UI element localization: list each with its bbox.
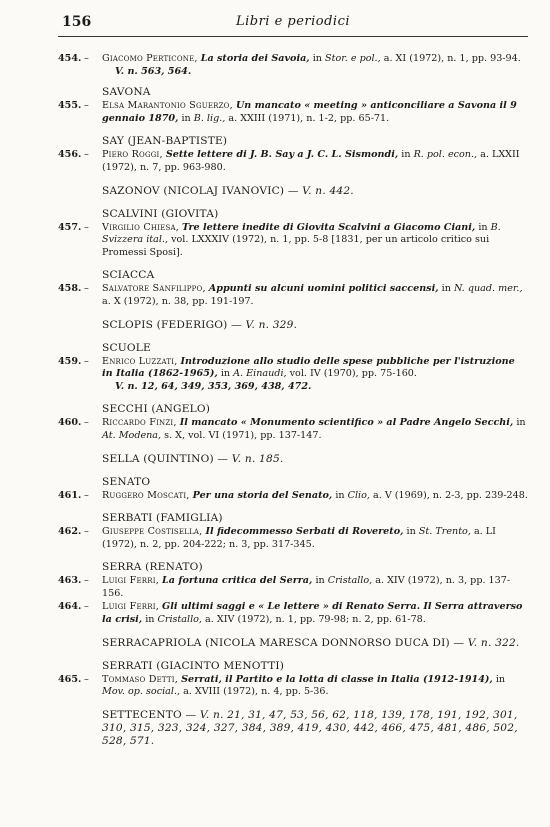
entry-dash: – bbox=[84, 355, 89, 367]
cross-reference: — V. n. 442. bbox=[287, 184, 354, 197]
entry-details: vol. IV (1970), pp. 75-160. bbox=[289, 368, 417, 380]
entry-dash: – bbox=[84, 673, 89, 685]
entry-number: 463. bbox=[58, 575, 82, 587]
section-heading bbox=[102, 403, 528, 416]
entry-details: a. LI (1972), n. 2, pp. 204-222; n. 3, pp. 317-345. bbox=[102, 526, 496, 550]
cross-reference: — V. n. 185. bbox=[217, 452, 284, 465]
entry-body bbox=[102, 417, 528, 442]
cross-reference: — V. n. 329. bbox=[231, 318, 298, 331]
entry-number: 460. bbox=[58, 417, 82, 429]
entry-journal: Clio, bbox=[347, 489, 370, 501]
entry-number: 464. bbox=[58, 601, 82, 613]
entry-cross-reference: V. n. 563, 564. bbox=[115, 65, 192, 77]
heading-text: SERRATI (GIACINTO MENOTTI) bbox=[102, 659, 285, 672]
heading-text: SAY (JEAN-BAPTISTE) bbox=[102, 135, 228, 148]
bibliography-entry bbox=[58, 601, 528, 626]
entry-body bbox=[102, 53, 528, 66]
section-heading bbox=[102, 208, 528, 221]
entry-body bbox=[102, 283, 528, 308]
entry-in: in bbox=[181, 112, 191, 124]
entry-number: 461. bbox=[58, 489, 82, 501]
entry-title: Il fidecommesso Serbati di Rovereto, bbox=[205, 526, 404, 538]
entry-title: Sette lettere di J. B. Say a J. C. L. Sismondi, bbox=[165, 149, 399, 161]
heading-text: SECCHI (ANGELO) bbox=[102, 403, 211, 416]
entry-in: in bbox=[516, 417, 526, 429]
section-heading bbox=[102, 709, 528, 748]
entry-body bbox=[102, 575, 528, 600]
entry-author: Salvatore Sanfilippo, bbox=[102, 283, 206, 295]
heading-text: SCLOPIS (FEDERIGO) bbox=[102, 318, 228, 331]
section-heading bbox=[102, 185, 528, 198]
section-heading bbox=[102, 453, 528, 466]
entry-body bbox=[102, 601, 528, 626]
entry-author: Tommaso Detti, bbox=[102, 673, 178, 685]
entry-number: 457. bbox=[58, 221, 82, 233]
entry-in: in bbox=[145, 614, 155, 626]
section-heading bbox=[102, 512, 528, 525]
section-heading bbox=[102, 476, 528, 489]
entry-author: Giuseppe Costisella, bbox=[102, 526, 203, 538]
entry-dash: – bbox=[84, 100, 89, 112]
entry-body bbox=[102, 100, 528, 125]
heading-text: SCIACCA bbox=[102, 269, 155, 282]
entry-number: 465. bbox=[58, 673, 82, 685]
entry-details: a. XXIII (1971), n. 1-2, pp. 65-71. bbox=[228, 112, 390, 124]
bibliography-entry bbox=[58, 149, 528, 174]
page-header bbox=[58, 14, 528, 37]
entry-title: Un mancato « meeting » anticonciliare a Savona il 9 gennaio 1870, bbox=[102, 100, 517, 124]
bibliography-entry bbox=[58, 100, 528, 125]
entry-author: Piero Roggi, bbox=[102, 149, 163, 161]
entry-in: in bbox=[220, 368, 231, 380]
section-heading bbox=[102, 319, 528, 332]
entry-journal: A. Einaudi, bbox=[233, 368, 287, 380]
entry-journal: Mov. op. social., bbox=[102, 686, 181, 698]
entry-cross-reference: V. n. 12, 64, 349, 353, 369, 438, 472. bbox=[115, 380, 312, 392]
entry-in: in bbox=[315, 575, 325, 587]
entry-title: Il mancato « Monumento scientifico » al Padre Angelo Secchi, bbox=[179, 417, 514, 429]
entry-title: Gli ultimi saggi e « Le lettere » di Renato Serra. Il Serra attraverso la crisi, bbox=[102, 601, 523, 626]
entry-number: 458. bbox=[58, 283, 82, 295]
entry-title: Appunti su alcuni uomini politici saccensi, bbox=[208, 283, 439, 295]
bibliography-entry bbox=[58, 490, 528, 503]
heading-text: SCALVINI (GIOVITA) bbox=[102, 207, 219, 220]
entry-dash: – bbox=[84, 575, 89, 587]
entry-number: 459. bbox=[58, 355, 82, 367]
entry-in: in bbox=[312, 53, 322, 64]
entry-body bbox=[102, 490, 528, 503]
heading-text: SETTECENTO bbox=[102, 708, 182, 721]
bibliography-entry bbox=[58, 526, 528, 551]
entry-journal: B. Svizzera ital., bbox=[102, 221, 501, 246]
entry-journal: Cristallo, bbox=[157, 614, 202, 626]
entry-author: Giacomo Perticone, bbox=[102, 53, 198, 64]
entry-author: Luigi Ferri, bbox=[102, 575, 159, 587]
entry-in: in bbox=[495, 673, 506, 685]
bibliography-entry bbox=[58, 417, 528, 442]
section-heading bbox=[102, 342, 528, 355]
section-heading bbox=[102, 86, 528, 99]
entry-journal: R. pol. econ., bbox=[413, 149, 478, 161]
entry-title: La fortuna critica del Serra, bbox=[162, 575, 313, 587]
entry-dash: – bbox=[84, 221, 89, 233]
entry-details: vol. LXXXIV (1972), n. 1, pp. 5-8 [1831, per un articolo critico sui Promessi Sposi]. bbox=[102, 234, 490, 258]
entry-details: a. LXXII (1972), n. 7, pp. 963-980. bbox=[102, 149, 520, 173]
entry-dash: – bbox=[84, 417, 89, 429]
entry-body bbox=[102, 222, 528, 260]
entry-author: Riccardo Finzi, bbox=[102, 417, 177, 429]
entry-title: La storia dei Savoia, bbox=[200, 53, 310, 64]
bibliography-entry bbox=[58, 575, 528, 600]
heading-text: SCUOLE bbox=[102, 341, 151, 354]
entry-author: Virgilio Chiesa, bbox=[102, 221, 179, 233]
entry-author: Elsa Marantonio Sguerzo, bbox=[102, 100, 233, 112]
heading-text: SAZONOV (NICOLAJ IVANOVIC) bbox=[102, 184, 285, 197]
entry-body bbox=[102, 526, 528, 551]
entry-details: a. XVIII (1972), n. 4, pp. 5-36. bbox=[183, 686, 329, 698]
entry-number: 454. bbox=[58, 53, 82, 64]
section-heading bbox=[102, 561, 528, 574]
page-number: 156 bbox=[62, 14, 92, 30]
entry-in: in bbox=[478, 221, 488, 233]
entry-title: Per una storia del Senato, bbox=[192, 489, 333, 501]
entry-body bbox=[102, 149, 528, 174]
entry-journal: St. Trento, bbox=[418, 526, 471, 538]
entry-journal: N. quad. mer., bbox=[453, 283, 523, 295]
entry-title: Introduzione allo studio delle spese pubbliche per l'istruzione in Italia (1862-1965), bbox=[102, 355, 515, 380]
entry-in: in bbox=[406, 526, 416, 538]
entry-dash: – bbox=[84, 601, 89, 613]
entry-details: a. XI (1972), n. 1, pp. 93-94. bbox=[383, 53, 521, 64]
entry-author: Luigi Ferri, bbox=[102, 601, 159, 613]
entry-dash: – bbox=[84, 53, 89, 64]
heading-text: SERRACAPRIOLA (NICOLA MARESCA DONNORSO DUCA DI) bbox=[102, 636, 450, 649]
entry-number: 462. bbox=[58, 526, 82, 538]
bibliography-content bbox=[58, 52, 528, 748]
cross-reference: — V. n. 21, 31, 47, 53, 56, 62, 118, 139, 178, 191, 192, 301, 310, 315, 323, 324, 327, 384, 389, 419, 430, 442, 466, 475, 481, 486, 502, 528, 571. bbox=[102, 708, 518, 747]
entry-number: 455. bbox=[58, 100, 82, 112]
section-heading bbox=[102, 269, 528, 282]
heading-text: SAVONA bbox=[102, 86, 151, 99]
entry-journal: B. lig., bbox=[193, 112, 226, 124]
heading-text: SERRA (RENATO) bbox=[102, 561, 203, 574]
entry-details: a. V (1969), n. 2-3, pp. 239-248. bbox=[373, 489, 528, 501]
section-heading bbox=[102, 660, 528, 673]
entry-journal: Stor. e pol., bbox=[325, 53, 381, 64]
entry-number: 456. bbox=[58, 149, 82, 161]
entry-dash: – bbox=[84, 489, 89, 501]
entry-in: in bbox=[401, 149, 411, 161]
entry-body bbox=[102, 356, 528, 381]
entry-body bbox=[102, 674, 528, 699]
cross-reference: — V. n. 322. bbox=[453, 636, 520, 649]
entry-in: in bbox=[335, 489, 345, 501]
bibliography-entry bbox=[58, 222, 528, 260]
heading-text: SERBATI (FAMIGLIA) bbox=[102, 512, 223, 525]
heading-text: SELLA (QUINTINO) bbox=[102, 452, 214, 465]
entry-details: s. X, vol. VI (1971), pp. 137-147. bbox=[164, 429, 322, 441]
bibliography-entry bbox=[58, 356, 528, 394]
entry-details: a. X (1972), n. 38, pp. 191-197. bbox=[102, 295, 254, 307]
heading-text: SENATO bbox=[102, 475, 151, 488]
entry-dash: – bbox=[84, 526, 89, 538]
entry-journal: At. Modena, bbox=[102, 429, 162, 441]
entry-dash: – bbox=[84, 283, 89, 295]
entry-details: a. XIV (1972), n. 1, pp. 79-98; n. 2, pp. 61-78. bbox=[205, 614, 426, 626]
entry-title: Serrati, il Partito e la lotta di classe in Italia (1912-1914), bbox=[181, 673, 493, 685]
entry-details: a. XIV (1972), n. 3, pp. 137-156. bbox=[102, 575, 511, 599]
running-title: Libri e periodici bbox=[235, 14, 351, 29]
section-heading bbox=[102, 637, 528, 650]
entry-journal: Cristallo, bbox=[327, 575, 373, 587]
bibliography-entry bbox=[58, 283, 528, 308]
entry-dash: – bbox=[84, 149, 89, 161]
entry-author: Enrico Luzzati, bbox=[102, 355, 178, 367]
entry-author: Ruggero Moscati, bbox=[102, 489, 190, 501]
entry-title: Tre lettere inedite di Giovita Scalvini a Giacomo Ciani, bbox=[182, 221, 476, 233]
entry-in: in bbox=[441, 283, 451, 295]
bibliography-entry bbox=[58, 53, 528, 78]
section-heading bbox=[102, 135, 528, 148]
bibliography-entry bbox=[58, 674, 528, 699]
